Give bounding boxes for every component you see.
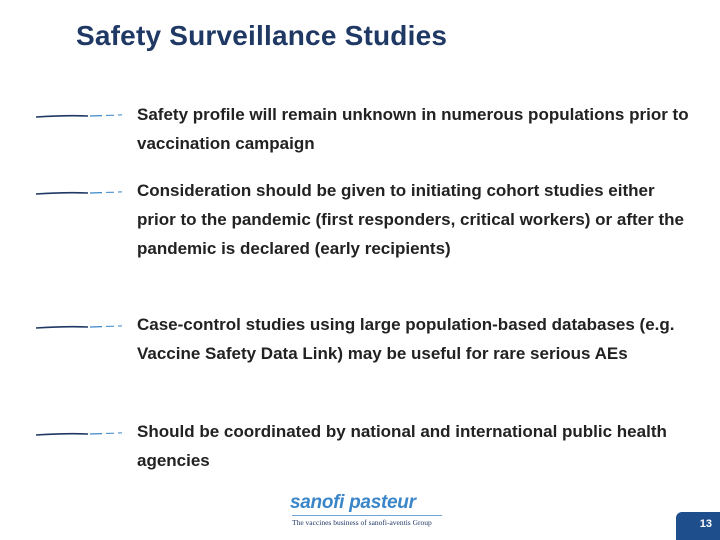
logo-underline-icon [292, 514, 442, 517]
page-number-badge [676, 512, 720, 540]
slide-title: Safety Surveillance Studies [76, 20, 448, 51]
bullet-item: Safety profile will remain unknown in numerous populations prior to vaccination campaign [137, 105, 689, 153]
bullet-item: Consideration should be given to initiating cohort studies either prior to the pandemic (first responders, critical workers) or after the pandemic is declared (early recipients) [137, 181, 684, 258]
bullet-item: Case-control studies using large population-based databases (e.g. Vaccine Safety Data Link) may be useful for rare serious AEs [137, 315, 675, 363]
bullet-marker-icon [36, 324, 126, 330]
logo-tagline: The vaccines business of sanofi-aventis Group [292, 518, 432, 527]
logo-wordmark: sanofi pasteur [290, 492, 416, 513]
sanofi-pasteur-logo [282, 492, 452, 532]
bullet-marker-icon [36, 190, 126, 196]
page-number: 13 [699, 518, 712, 530]
bullet-marker-icon [36, 431, 126, 437]
bullet-marker-icon [36, 113, 126, 119]
bullet-item: Should be coordinated by national and international public health agencies [137, 422, 667, 470]
